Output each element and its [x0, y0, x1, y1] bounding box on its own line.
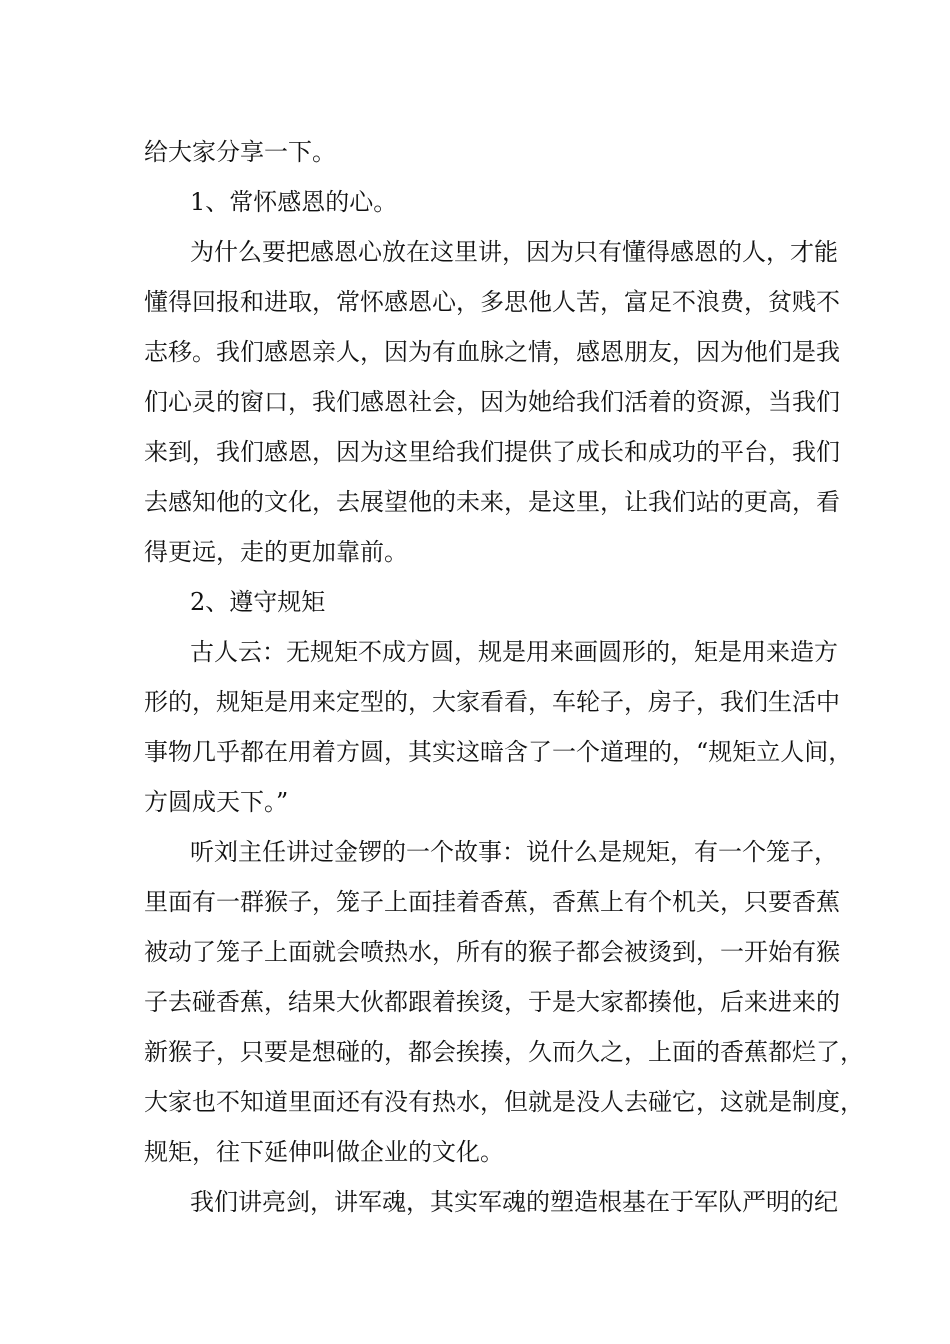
text-line: 听刘主任讲过金锣的一个故事：说什么是规矩，有一个笼子，	[190, 838, 838, 866]
text-line: 为什么要把感恩心放在这里讲，因为只有懂得感恩的人，才能	[190, 238, 838, 266]
text-line: 来到，我们感恩，因为这里给我们提供了成长和成功的平台，我们	[144, 438, 840, 466]
text-line: 新猴子，只要是想碰的，都会挨揍，久而久之，上面的香蕉都烂了，	[144, 1038, 864, 1066]
text-line: 大家也不知道里面还有没有热水，但就是没人去碰它，这就是制度，	[144, 1088, 864, 1116]
text-line: 古人云：无规矩不成方圆，规是用来画圆形的，矩是用来造方	[190, 638, 838, 666]
text-line: 们心灵的窗口，我们感恩社会，因为她给我们活着的资源，当我们	[144, 388, 840, 416]
heading-gratitude: 1、常怀感恩的心。	[190, 188, 398, 216]
text-line: 去感知他的文化，去展望他的未来，是这里，让我们站的更高，看	[144, 488, 840, 516]
text-line: 得更远，走的更加靠前。	[144, 538, 408, 566]
text-line: 被动了笼子上面就会喷热水，所有的猴子都会被烫到，一开始有猴	[144, 938, 840, 966]
heading-rules: 2、遵守规矩	[190, 588, 326, 616]
text-line: 子去碰香蕉，结果大伙都跟着挨烫，于是大家都揍他，后来进来的	[144, 988, 840, 1016]
text-line: 里面有一群猴子，笼子上面挂着香蕉，香蕉上有个机关，只要香蕉	[144, 888, 840, 916]
text-line: 志移。我们感恩亲人，因为有血脉之情，感恩朋友，因为他们是我	[144, 338, 840, 366]
text-line: 规矩，往下延伸叫做企业的文化。	[144, 1138, 504, 1166]
text-line: 形的，规矩是用来定型的，大家看看，车轮子，房子，我们生活中	[144, 688, 840, 716]
text-line: 懂得回报和进取，常怀感恩心，多思他人苦，富足不浪费，贫贱不	[144, 288, 840, 316]
text-line: 事物几乎都在用着方圆，其实这暗含了一个道理的，“规矩立人间，	[144, 738, 853, 766]
text-line: 我们讲亮剑，讲军魂，其实军魂的塑造根基在于军队严明的纪	[190, 1188, 838, 1216]
text-line: 方圆成天下。”	[144, 788, 289, 816]
text-line: 给大家分享一下。	[144, 138, 336, 166]
